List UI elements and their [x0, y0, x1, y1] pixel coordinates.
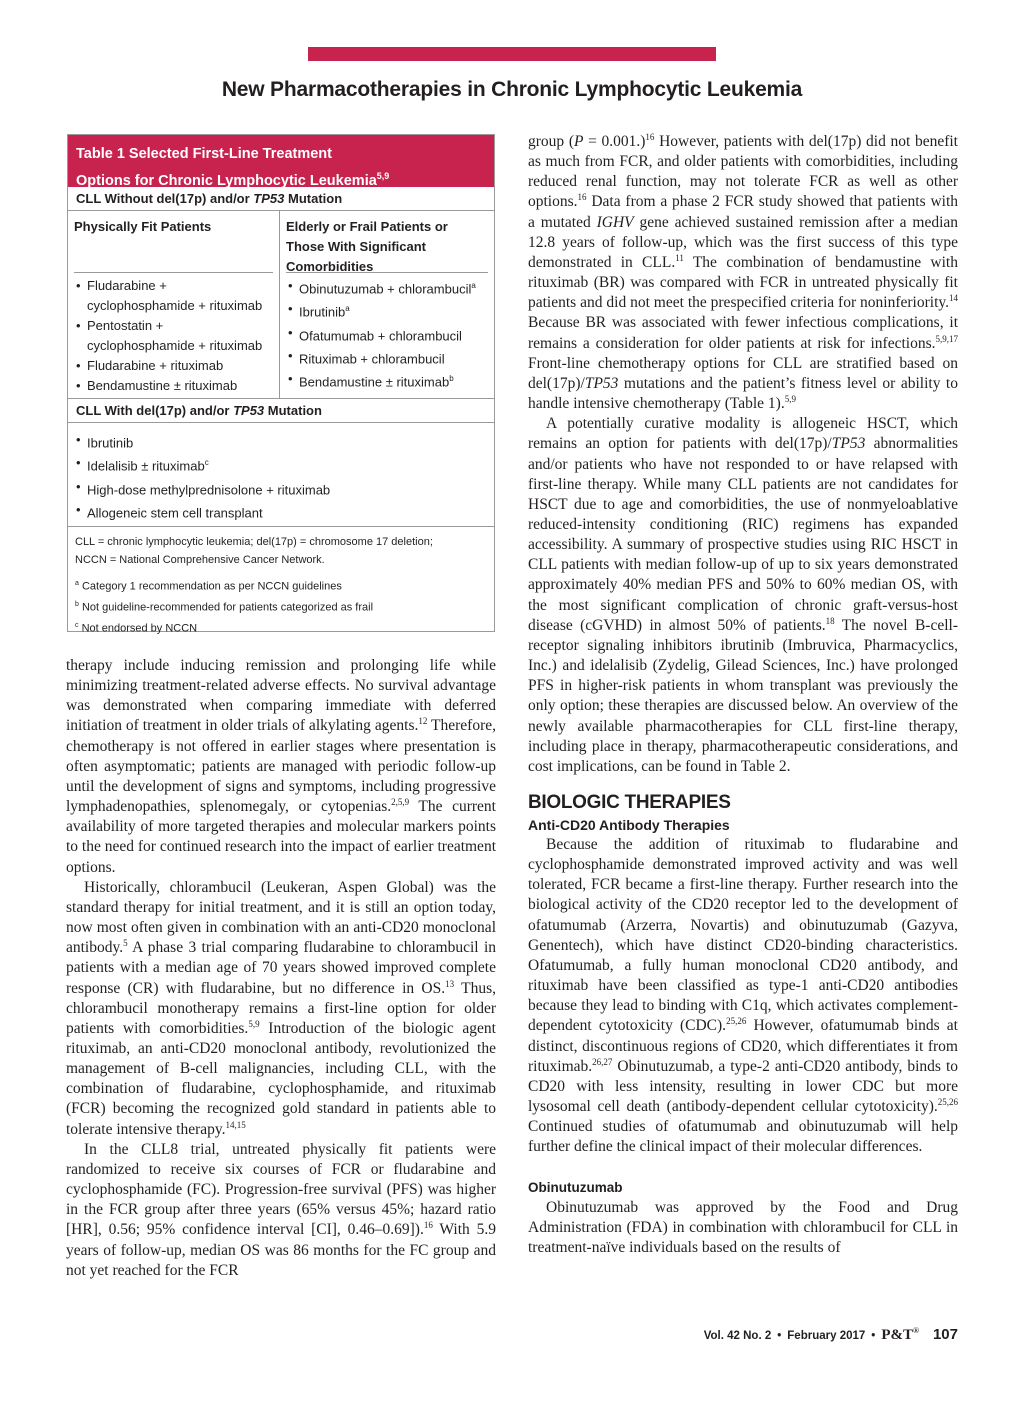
frail-items-list: [286, 273, 488, 393]
right-column-text: [528, 132, 958, 1258]
frail-patients-column: [280, 211, 494, 398]
frail-patients-header: Elderly or Frail Patients or Those With Significant Comorbidities: [286, 214, 488, 273]
left-column-text: [66, 656, 496, 1281]
list-item: • Fludarabine + cyclophosphamide + rituximab: [74, 276, 273, 316]
del17p-items-list: [68, 423, 494, 526]
section-without-del17p: CLL Without del(17p) and/or TP53 Mutation: [68, 187, 494, 211]
footnote: $^a$ Category 1 recommendation as per NCCN guidelines: [75, 580, 342, 593]
journal-name: P&T®: [881, 1326, 919, 1343]
paragraph: therapy include inducing remission and prolonging life while minimizing treatment-related adverse effects. No survival advantage was demonstrated when comparing immediate with deferred initiation of treatment in older trials of alkylating agents.$^{12}$ Therefore, chemotherapy is not offered in earlier stages where presentation is often asymptomatic; patients are managed with periodic follow-up until the development of signs and symptoms, including progressive lymphadenopathies, splenomegaly, or cytopenias.$^{2,5,9}$ The current availability of more targeted therapies and molecular markers points to the need for continued research into the impact of earlier treatment options.: [66, 657, 497, 876]
separator: •: [777, 1330, 782, 1342]
section-with-del17p: CLL With del(17p) and/or TP53 Mutation: [68, 398, 494, 423]
fit-patients-column: [68, 211, 280, 398]
list-item: • Bendamustine ± rituximab$^b$: [286, 369, 488, 392]
issue-date: February 2017: [787, 1330, 866, 1342]
paragraph: Obinutuzumab was approved by the Food and Drug Administration (FDA) in combination with chlorambucil for CLL in treatment-naïve individuals based on the results of: [528, 1198, 958, 1256]
subheading-anti-cd20: Anti-CD20 Antibody Therapies: [528, 817, 730, 833]
list-item: • Idelalisib ± rituximab$^c$: [74, 453, 488, 476]
list-item: • Ibrutinib$^a$: [286, 299, 488, 322]
table-caption-refs: 5,9: [376, 171, 390, 181]
list-item: • Bendamustine ± rituximab: [74, 376, 273, 396]
fit-patients-header: Physically Fit Patients: [74, 214, 273, 273]
list-item: • Ibrutinib: [74, 430, 488, 453]
subheading-obinutuzumab: Obinutuzumab: [528, 1179, 623, 1195]
table-1: [67, 134, 495, 635]
table-caption-line1: Table 1 Selected First-Line Treatment: [76, 146, 332, 162]
fit-items-list: [74, 273, 273, 398]
page-number: 107: [932, 1326, 958, 1343]
treatment-columns: [68, 211, 494, 398]
abbreviations-line1: CLL = chronic lymphocytic leukemia; del(17p) = chromosome 17 deletion;: [75, 536, 433, 549]
table-caption: [68, 135, 494, 187]
page-footer: [704, 1326, 958, 1344]
table-notes: [68, 526, 494, 637]
paragraph: In the CLL8 trial, untreated physically fit patients were randomized to receive six courses of FCR or fludarabine and cyclophosphamide (FC). Progression-free survival (PFS) was higher in the FCR group after three years (65% versus 45%; hazard ratio [HR], 0.56; 95% confidence interval [CI], 0.46–0.69]).$^{16}$ With 5.9 years of follow-up, median OS was 86 months for the FC group and not yet reached for the FCR: [66, 1140, 497, 1279]
list-item: • High-dose methylprednisolone + rituximab: [74, 477, 488, 500]
list-item: • Ofatumumab + chlorambucil: [286, 323, 488, 346]
section-heading-biologic-therapies: BIOLOGIC THERAPIES: [528, 792, 731, 813]
paragraph: group (P = 0.001.)$^{16}$ However, patients with del(17p) did not benefit as much from FCR, and older patients with comorbidities, including reduced renal function, may not tolerate FCR as well as other options.$^{16}$ Data from a phase 2 FCR study showed that patients with a mutated IGHV gene achieved sustained remission after a median 12.8 years of follow-up, which was the first success of this type demonstrated in CLL.$^{11}$ The combination of bendamustine with rituximab (BR) was compared with FCR in untreated physically fit patients and did not meet the prespecified criteria for noninferiority.$^{14}$ Because BR was associated with fewer infectious complications, it remains a consideration for older patients at risk for infections.$^{5,9,17}$ Front-line chemotherapy options for CLL are stratified based on del(17p)/TP53 mutations and the patient’s fitness level or ability to handle intensive chemotherapy (Table 1).$^{5,9}$: [528, 131, 959, 413]
page-title: New Pharmacotherapies in Chronic Lymphocytic Leukemia: [221, 78, 803, 101]
separator: •: [871, 1330, 876, 1342]
list-item: • Allogeneic stem cell transplant: [74, 500, 488, 523]
footnote: $^c$ Not endorsed by NCCN: [75, 621, 198, 635]
list-item: • Rituximab + chlorambucil: [286, 346, 488, 369]
paragraph: Historically, chlorambucil (Leukeran, Aspen Global) was the standard therapy for initial treatment, and it is still an option today, now most often given in combination with an anti-CD20 monoclonal antibody.$^5$ A phase 3 trial comparing fludarabine to chlorambucil in patients with a median age of 70 years showed improved complete response (CR) with fludarabine, but no difference in OS.$^{13}$ Thus, chlorambucil monotherapy remains a first-line option for older patients with comorbidities.$^{5,9}$ Introduction of the biologic agent rituximab, an anti-CD20 monoclonal antibody, revolutionized the management of B-cell malignancies, including CLL, with the combination of fludarabine, cyclophosphamide, and rituximab (FCR) becoming the recognized gold standard in patients able to tolerate intensive therapy.$^{14,15}$: [66, 878, 496, 1138]
table-caption-line2: Options for Chronic Lymphocytic Leukemia: [76, 172, 377, 189]
footnote: $^b$ Not guideline-recommended for patients categorized as frail: [75, 600, 374, 614]
volume-info: Vol. 42 No. 2: [703, 1330, 772, 1342]
list-item: • Obinutuzumab + chlorambucil$^a$: [286, 276, 488, 299]
abbreviations-line2: NCCN = National Comprehensive Cancer Network.: [75, 554, 325, 567]
top-accent-bar: [308, 47, 716, 61]
list-item: • Pentostatin + cyclophosphamide + rituximab: [74, 316, 273, 356]
paragraph: Because the addition of rituximab to fludarabine and cyclophosphamide demonstrated improved activity and was well tolerated, FCR became a first-line therapy. Further research into the biological activity of the CD20 receptor led to the development of ofatumumab (Arzerra, Novartis) and obinutuzumab (Gazyva, Genentech), which have distinct CD20-binding characteristics. Ofatumumab, a fully human monoclonal CD20 antibody, and rituximab have been classified as type-1 anti-CD20 antibodies because they lead to binding with C1q, which activates complement-dependent cytotoxicity (CDC).$^{25,26}$ However, ofatumumab binds at distinct, discontinuous regions of CD20, which differentiates it from rituximab.$^{26,27}$ Obinutuzumab, a type-2 anti-CD20 antibody, binds to CD20 with less intensity, resulting in lower CDC but more lysosomal cell death (antibody-dependent cellular cytotoxicity).$^{25,26}$ Continued studies of ofatumumab and obinutuzumab will help further define the clinical impact of their molecular differences.: [528, 836, 958, 1156]
list-item: • Fludarabine + rituximab: [74, 356, 273, 376]
paragraph: A potentially curative modality is allogeneic HSCT, which remains an option for patients with del(17p)/TP53 abnormalities and/or patients who have not responded to or have relapsed with first-line therapy. While many CLL patients are not candidates for HSCT due to age and comorbidities, the use of nonmyeloablative reduced-intensity conditioning (RIC) regimens has expanded accessibility. A summary of prospective studies using RIC HSCT in CLL patients with median follow-up of up to six years demonstrated approximately 40% median PFS and 50% to 60% median OS, with the most significant complication of chronic graft-versus-host disease (cGVHD) in almost 50% of patients.$^{18}$ The novel B-cell-receptor signaling inhibitors ibrutinib (Imbruvica, Pharmacyclics, Inc.) and idelalisib (Zydelig, Gilead Sciences, Inc.) have prolonged PFS in higher-risk patients in whom transplant was previously the only option; these therapies are discussed below. An overview of the newly available pharmacotherapies for CLL first-line therapy, including place in therapy, pharmacotherapeutic considerations, and cost implications, can be found in Table 2.: [528, 415, 958, 775]
